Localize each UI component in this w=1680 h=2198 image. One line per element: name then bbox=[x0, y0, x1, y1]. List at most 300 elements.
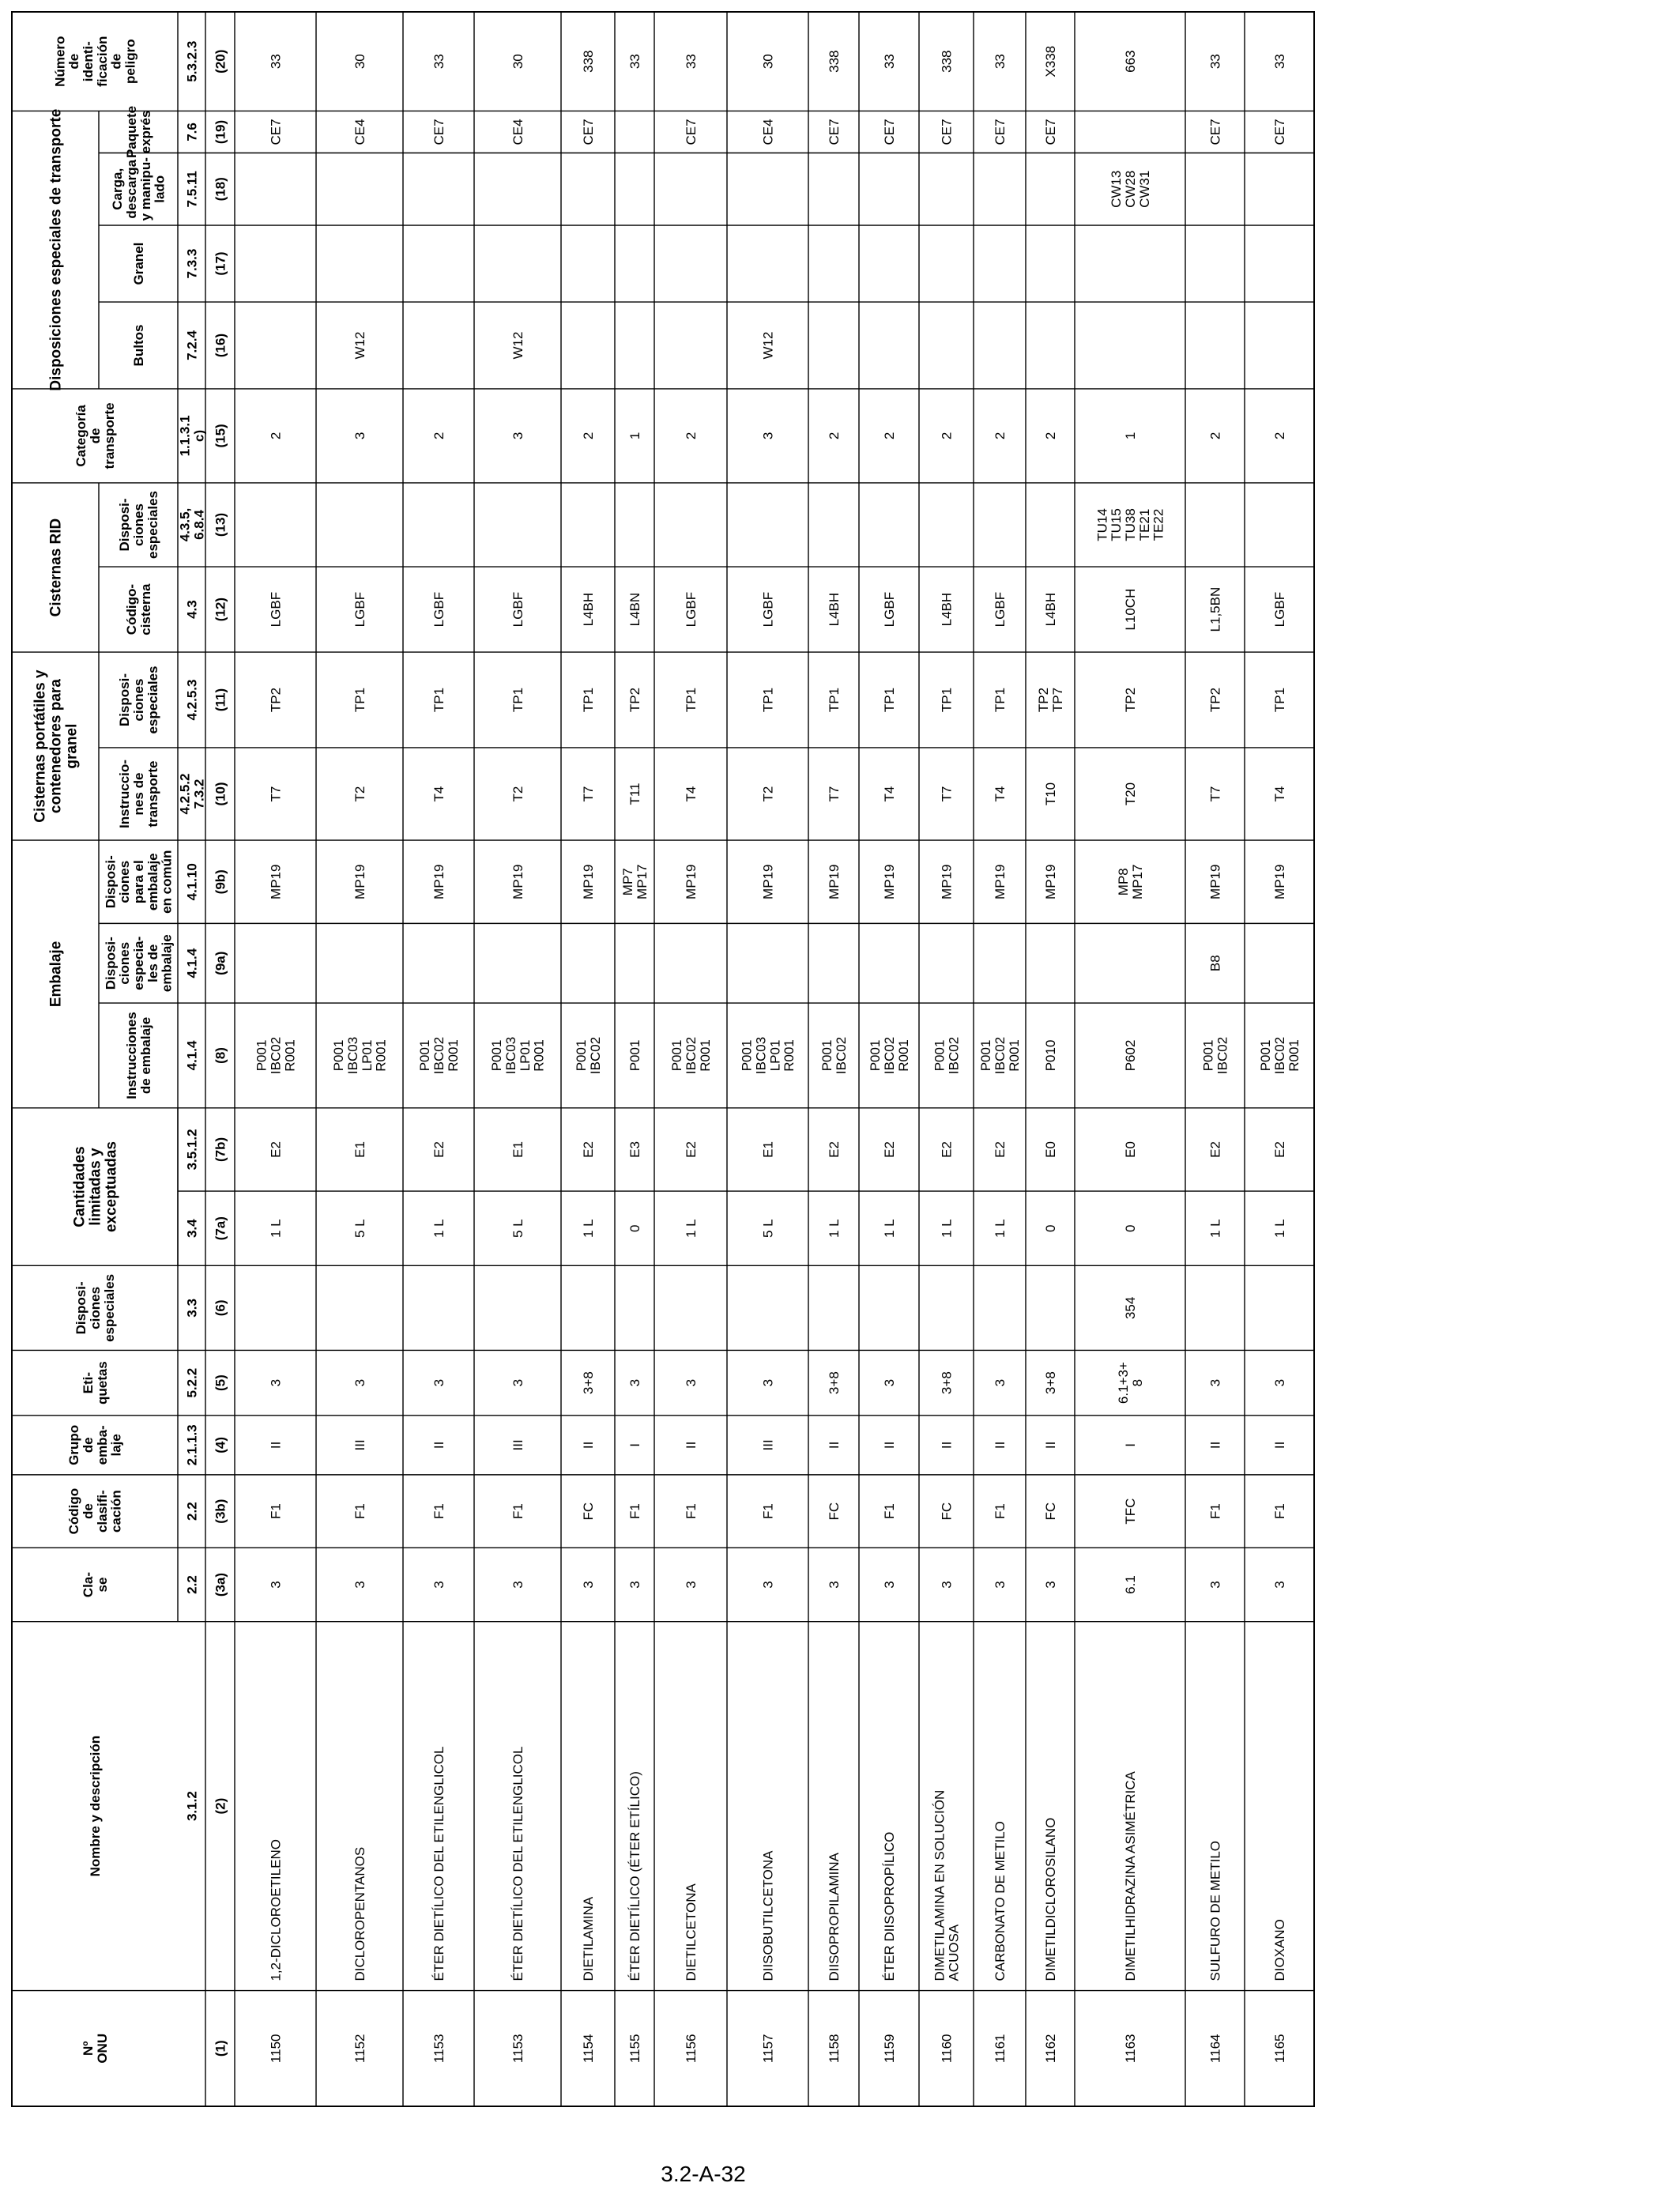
cell-lq: 5 L bbox=[760, 1219, 776, 1238]
cell-un: 1158 bbox=[826, 2034, 842, 2064]
cell-cls: 3 bbox=[352, 1581, 367, 1589]
cell-un: 1150 bbox=[268, 2034, 284, 2064]
cell-tp: TP2TP7 bbox=[1036, 687, 1065, 713]
cell-un: 1161 bbox=[992, 2034, 1008, 2064]
cell-mp: MP19 bbox=[1207, 864, 1223, 899]
substance-name: DIMETILHIDRAZINA ASIMÉTRICA bbox=[1122, 1771, 1138, 1981]
column-header: Númerodeidenti-ficacióndepeligro bbox=[52, 36, 138, 87]
cell-ti: T2 bbox=[352, 786, 367, 802]
group-header: Cantidadeslimitadas yexceptuadas bbox=[71, 1141, 120, 1233]
cell-lab: 3+8 bbox=[580, 1371, 596, 1395]
cell-lq: 1 L bbox=[683, 1219, 699, 1238]
cell-ti: T7 bbox=[939, 786, 955, 802]
column-number: (5) bbox=[213, 1374, 228, 1392]
cell-pi: P001IBC02 bbox=[932, 1036, 962, 1075]
cell-mp: MP7MP17 bbox=[620, 864, 650, 899]
cell-cls: 3 bbox=[1271, 1581, 1287, 1589]
column-header: Disposi-cionesespeciales bbox=[73, 1273, 117, 1342]
cell-pe: CE7 bbox=[826, 119, 842, 145]
cell-lab: 3 bbox=[683, 1378, 699, 1387]
cell-tc: L1,5BN bbox=[1207, 586, 1223, 632]
cell-cls: 3 bbox=[627, 1581, 642, 1589]
cell-tc: L4BH bbox=[939, 592, 955, 627]
cell-code: FC bbox=[939, 1502, 955, 1521]
cell-mp: MP8MP17 bbox=[1116, 864, 1145, 899]
cell-ti: T2 bbox=[760, 786, 776, 802]
cell-mp: MP19 bbox=[939, 864, 955, 899]
cell-mp: MP19 bbox=[431, 864, 446, 899]
cell-un: 1155 bbox=[627, 2034, 642, 2064]
cell-mp: MP19 bbox=[1271, 864, 1287, 899]
cell-tc: LGBF bbox=[431, 591, 446, 628]
cell-pg: II bbox=[992, 1441, 1008, 1450]
cell-lab: 3 bbox=[992, 1378, 1008, 1387]
cell-cat: 2 bbox=[826, 432, 842, 440]
cell-ti: T4 bbox=[431, 786, 446, 802]
column-ref: 7.3.3 bbox=[184, 248, 200, 279]
cell-pi: P602 bbox=[1122, 1039, 1138, 1072]
cell-un: 1157 bbox=[760, 2034, 776, 2064]
cell-cls: 6.1 bbox=[1122, 1575, 1138, 1594]
cell-pi: P001IBC02R001 bbox=[669, 1036, 713, 1075]
page-number: 3.2-A-32 bbox=[661, 2162, 746, 2186]
cell-lq: 1 L bbox=[881, 1219, 897, 1238]
cell-hin: X338 bbox=[1042, 45, 1058, 77]
cell-ti: T11 bbox=[627, 782, 642, 805]
cell-ti: T2 bbox=[510, 786, 525, 802]
cell-lq: 1 L bbox=[431, 1219, 446, 1238]
cell-un: 1156 bbox=[683, 2034, 699, 2064]
cell-eq: E2 bbox=[826, 1141, 842, 1158]
cell-code: F1 bbox=[268, 1503, 284, 1520]
column-header: Códigodeclasifi-cación bbox=[66, 1487, 124, 1535]
cell-lq: 0 bbox=[1122, 1224, 1138, 1232]
group-header: Embalaje bbox=[47, 941, 65, 1008]
cell-eq: E0 bbox=[1042, 1141, 1058, 1158]
column-number: (19) bbox=[213, 119, 228, 145]
cell-cat: 2 bbox=[939, 432, 955, 440]
cell-pe: CE7 bbox=[431, 119, 446, 145]
cell-pe: CE7 bbox=[1042, 119, 1058, 145]
cell-hin: 663 bbox=[1122, 50, 1138, 73]
column-header: Disposi-cionespara elembalajeen común bbox=[103, 850, 175, 914]
column-ref: 4.2.5.3 bbox=[184, 679, 200, 721]
column-ref: 5.2.2 bbox=[184, 1367, 200, 1398]
cell-pi: P001IBC02R001 bbox=[254, 1036, 298, 1075]
cell-cls: 3 bbox=[881, 1581, 897, 1589]
cell-pe: CE7 bbox=[881, 119, 897, 145]
cell-lab: 3 bbox=[627, 1378, 642, 1387]
column-number: (7a) bbox=[213, 1216, 228, 1241]
column-ref: 3.5.1.2 bbox=[184, 1129, 200, 1171]
column-number: (16) bbox=[213, 333, 228, 358]
column-ref: 4.1.10 bbox=[184, 863, 200, 901]
cell-code: F1 bbox=[1271, 1503, 1287, 1520]
cell-cls: 3 bbox=[1042, 1581, 1058, 1589]
cell-lab: 3+8 bbox=[826, 1371, 842, 1395]
column-ref: 4.3.5,6.8.4 bbox=[177, 507, 207, 542]
cell-ti: T7 bbox=[826, 786, 842, 802]
cell-lab: 6.1+3+8 bbox=[1116, 1362, 1145, 1404]
cell-eq: E2 bbox=[1207, 1141, 1223, 1158]
cell-lab: 3 bbox=[881, 1378, 897, 1387]
substance-name: CARBONATO DE METILO bbox=[992, 1821, 1008, 1981]
cell-ti: T7 bbox=[1207, 786, 1223, 802]
column-header: Cla-se bbox=[81, 1571, 110, 1598]
cell-tp: TP1 bbox=[580, 687, 596, 713]
cell-code: F1 bbox=[510, 1503, 525, 1520]
cell-tc: L4BH bbox=[826, 592, 842, 627]
column-ref: 4.1.4 bbox=[184, 948, 200, 978]
cell-cls: 3 bbox=[510, 1581, 525, 1589]
cell-tp: TP2 bbox=[1207, 687, 1223, 713]
cell-pg: II bbox=[1207, 1441, 1223, 1450]
cell-cls: 3 bbox=[268, 1581, 284, 1589]
cell-tc: L4BH bbox=[1042, 592, 1058, 627]
cell-pg: II bbox=[268, 1441, 284, 1450]
cell-hin: 33 bbox=[881, 54, 897, 70]
cell-cat: 2 bbox=[881, 432, 897, 440]
cell-tp: TP1 bbox=[352, 687, 367, 713]
column-header: Disposi-cionesespecia-les deembalaje bbox=[103, 934, 175, 993]
cell-mp: MP19 bbox=[826, 864, 842, 899]
cell-tsp: TU14TU15TU38TE21TE22 bbox=[1094, 508, 1166, 541]
cell-code: F1 bbox=[352, 1503, 367, 1520]
cell-cat: 1 bbox=[1122, 432, 1138, 440]
cell-mp: MP19 bbox=[683, 864, 699, 899]
cell-pi: P001IBC02 bbox=[574, 1036, 603, 1075]
cell-hin: 33 bbox=[268, 54, 284, 70]
cell-un: 1154 bbox=[580, 2034, 596, 2064]
cell-pi: P001 bbox=[627, 1039, 642, 1072]
cell-code: FC bbox=[580, 1502, 596, 1521]
cell-tp: TP1 bbox=[760, 687, 776, 713]
cell-eq: E0 bbox=[1122, 1141, 1138, 1158]
column-number: (20) bbox=[213, 49, 228, 74]
column-number: (1) bbox=[213, 2040, 228, 2057]
cell-code: F1 bbox=[431, 1503, 446, 1520]
cell-ti: T10 bbox=[1042, 782, 1058, 806]
cell-hin: 338 bbox=[580, 50, 596, 73]
cell-cat: 2 bbox=[683, 432, 699, 440]
cell-pe: CE7 bbox=[683, 119, 699, 145]
column-number: (13) bbox=[213, 512, 228, 537]
cell-cat: 1 bbox=[627, 432, 642, 440]
cell-hin: 30 bbox=[352, 54, 367, 70]
cell-eq: E2 bbox=[431, 1141, 446, 1158]
cell-lq: 0 bbox=[1042, 1224, 1058, 1232]
cell-tc: L4BH bbox=[580, 592, 596, 627]
cell-cls: 3 bbox=[826, 1581, 842, 1589]
column-ref: 7.2.4 bbox=[184, 330, 200, 360]
column-header: Granel bbox=[130, 242, 146, 285]
cell-code: F1 bbox=[627, 1503, 642, 1520]
cell-cat: 3 bbox=[352, 432, 367, 440]
column-number: (17) bbox=[213, 251, 228, 276]
cell-eq: E1 bbox=[352, 1141, 367, 1158]
cell-mp: MP19 bbox=[352, 864, 367, 899]
cell-mp: MP19 bbox=[580, 864, 596, 899]
cell-bul: W12 bbox=[352, 331, 367, 360]
cell-tc: LGBF bbox=[881, 591, 897, 628]
column-header: Nombre y descripción bbox=[87, 1735, 103, 1877]
substance-name: ÉTER DIETÍLICO DEL ETILENGLICOL bbox=[510, 1746, 525, 1981]
cell-pe: CE7 bbox=[1271, 119, 1287, 145]
cell-tc: LGBF bbox=[683, 591, 699, 628]
cell-eq: E2 bbox=[881, 1141, 897, 1158]
cell-cat: 2 bbox=[580, 432, 596, 440]
cell-pi: P001IBC02R001 bbox=[1258, 1036, 1301, 1075]
cell-bul: W12 bbox=[760, 331, 776, 360]
cell-un: 1153 bbox=[510, 2034, 525, 2064]
cell-pg: I bbox=[1122, 1442, 1138, 1447]
cell-pe: CE4 bbox=[352, 119, 367, 145]
cell-lq: 1 L bbox=[992, 1219, 1008, 1238]
cell-tc: L4BN bbox=[627, 592, 642, 627]
column-ref: 5.3.2.3 bbox=[184, 40, 200, 82]
cell-pg: III bbox=[510, 1439, 525, 1451]
cell-tc: LGBF bbox=[992, 591, 1008, 628]
cell-code: F1 bbox=[992, 1503, 1008, 1520]
cell-ti: T20 bbox=[1122, 782, 1138, 806]
cell-un: 1163 bbox=[1122, 2034, 1138, 2064]
cell-un: 1152 bbox=[352, 2034, 367, 2064]
column-ref: 3.1.2 bbox=[184, 1791, 200, 1822]
column-number: (2) bbox=[213, 1797, 228, 1815]
cell-pi: P001IBC02R001 bbox=[417, 1036, 461, 1075]
cell-code: F1 bbox=[1207, 1503, 1223, 1520]
cell-code: F1 bbox=[683, 1503, 699, 1520]
cell-tp: TP1 bbox=[683, 687, 699, 713]
cell-tp: TP2 bbox=[627, 687, 642, 713]
cell-pg: II bbox=[1042, 1441, 1058, 1450]
cell-pg: II bbox=[1271, 1441, 1287, 1450]
cell-pg: II bbox=[881, 1441, 897, 1450]
cell-mp: MP19 bbox=[268, 864, 284, 899]
substance-name: DIOXANO bbox=[1271, 1919, 1287, 1981]
cell-eq: E2 bbox=[939, 1141, 955, 1158]
cell-car: CW13CW28CW31 bbox=[1109, 170, 1152, 208]
cell-eq: E1 bbox=[510, 1141, 525, 1158]
substance-name: DICLOROPENTANOS bbox=[352, 1846, 367, 1981]
substance-name: SULFURO DE METILO bbox=[1207, 1840, 1223, 1981]
substance-name: 1,2-DICLOROETILENO bbox=[268, 1839, 284, 1981]
cell-pi: P001IBC03LP01R001 bbox=[331, 1036, 389, 1075]
cell-lab: 3 bbox=[1271, 1378, 1287, 1387]
cell-pg: II bbox=[683, 1441, 699, 1450]
cell-eq: E2 bbox=[580, 1141, 596, 1158]
substance-name: DIETILAMINA bbox=[580, 1896, 596, 1981]
cell-pg: III bbox=[352, 1439, 367, 1451]
column-ref: 7.6 bbox=[184, 123, 200, 141]
cell-lq: 0 bbox=[627, 1224, 642, 1232]
cell-hin: 33 bbox=[431, 54, 446, 70]
cell-ti: T4 bbox=[992, 786, 1008, 802]
substance-name: DIISOBUTILCETONA bbox=[760, 1850, 776, 1981]
cell-eq: E2 bbox=[992, 1141, 1008, 1158]
cell-tp: TP1 bbox=[881, 687, 897, 713]
cell-eq: E2 bbox=[268, 1141, 284, 1158]
cell-mp: MP19 bbox=[760, 864, 776, 899]
column-number: (3b) bbox=[213, 1499, 228, 1524]
cell-mp: MP19 bbox=[510, 864, 525, 899]
column-ref: 7.5.11 bbox=[184, 171, 200, 208]
cell-tp: TP1 bbox=[939, 687, 955, 713]
cell-tc: LGBF bbox=[268, 591, 284, 628]
substance-name: DIMETILAMINA EN SOLUCIÓNACUOSA bbox=[932, 1789, 962, 1981]
cell-code: FC bbox=[1042, 1502, 1058, 1521]
substance-name: DIISOPROPILAMINA bbox=[826, 1853, 842, 1981]
column-number: (9a) bbox=[213, 951, 228, 975]
cell-hin: 30 bbox=[510, 54, 525, 70]
cell-lq: 1 L bbox=[826, 1219, 842, 1238]
group-header: Cisternas RID bbox=[47, 518, 65, 617]
column-header: Categoríadetransporte bbox=[73, 402, 117, 469]
column-ref: 3.4 bbox=[184, 1219, 200, 1238]
column-ref: 2.2 bbox=[184, 1502, 200, 1521]
column-number: (3a) bbox=[213, 1572, 228, 1597]
column-ref: 3.3 bbox=[184, 1299, 200, 1318]
cell-lq: 1 L bbox=[268, 1219, 284, 1238]
cell-lq: 5 L bbox=[352, 1219, 367, 1238]
column-header: Bultos bbox=[130, 324, 146, 367]
cell-un: 1164 bbox=[1207, 2034, 1223, 2064]
cell-tp: TP1 bbox=[431, 687, 446, 713]
substance-name: ÉTER DIISOPROPÍLICO bbox=[881, 1831, 897, 1981]
cell-lab: 3 bbox=[268, 1378, 284, 1387]
cell-pe: CE7 bbox=[580, 119, 596, 145]
cell-lab: 3 bbox=[352, 1378, 367, 1387]
cell-ti: T7 bbox=[268, 786, 284, 802]
cell-lab: 3+8 bbox=[939, 1371, 955, 1395]
cell-lab: 3 bbox=[1207, 1378, 1223, 1387]
cell-cat: 2 bbox=[992, 432, 1008, 440]
column-header: Disposi-cionesespeciales bbox=[117, 490, 160, 560]
cell-un: 1165 bbox=[1271, 2034, 1287, 2064]
cell-cat: 3 bbox=[510, 432, 525, 440]
cell-eq: E2 bbox=[1271, 1141, 1287, 1158]
cell-lq: 1 L bbox=[580, 1219, 596, 1238]
column-number: (12) bbox=[213, 597, 228, 622]
cell-cls: 3 bbox=[580, 1581, 596, 1589]
cell-pi: P010 bbox=[1042, 1039, 1058, 1072]
cell-lab: 3+8 bbox=[1042, 1371, 1058, 1395]
column-number: (9b) bbox=[213, 869, 228, 895]
cell-cls: 3 bbox=[431, 1581, 446, 1589]
cell-lab: 3 bbox=[760, 1378, 776, 1387]
cell-eq: E1 bbox=[760, 1141, 776, 1158]
cell-lq: 5 L bbox=[510, 1219, 525, 1238]
cell-eq: E3 bbox=[627, 1141, 642, 1158]
cell-pi: P001IBC03LP01R001 bbox=[739, 1036, 797, 1075]
cell-tc: L10CH bbox=[1122, 588, 1138, 631]
cell-tc: LGBF bbox=[760, 591, 776, 628]
column-number: (6) bbox=[213, 1299, 228, 1317]
cell-cls: 3 bbox=[1207, 1581, 1223, 1589]
cell-tp: TP2 bbox=[268, 687, 284, 713]
cell-cat: 2 bbox=[431, 432, 446, 440]
column-ref: 4.2.5.27.3.2 bbox=[177, 773, 207, 815]
cell-code: F1 bbox=[760, 1503, 776, 1520]
cell-cat: 2 bbox=[1271, 432, 1287, 440]
cell-tc: LGBF bbox=[1271, 591, 1287, 628]
cell-lab: 3 bbox=[510, 1378, 525, 1387]
column-header: Eti-quetas bbox=[81, 1361, 110, 1405]
substance-name: ÉTER DIETÍLICO DEL ETILENGLICOL bbox=[431, 1746, 446, 1981]
cell-lab: 3 bbox=[431, 1378, 446, 1387]
table-border bbox=[12, 12, 1314, 2106]
cell-cls: 3 bbox=[760, 1581, 776, 1589]
cell-mp: MP19 bbox=[881, 864, 897, 899]
cell-pg: II bbox=[826, 1441, 842, 1450]
cell-mp: MP19 bbox=[992, 864, 1008, 899]
cell-pi: P001IBC03LP01R001 bbox=[489, 1036, 547, 1075]
column-ref: 4.1.4 bbox=[184, 1040, 200, 1071]
cell-tp: TP1 bbox=[1271, 687, 1287, 713]
cell-un: 1153 bbox=[431, 2034, 446, 2064]
substance-name: DIMETILDICLOROSILANO bbox=[1042, 1817, 1058, 1981]
column-ref: 2.2 bbox=[184, 1575, 200, 1594]
cell-tp: TP1 bbox=[992, 687, 1008, 713]
cell-pi: P001IBC02 bbox=[1200, 1036, 1230, 1075]
cell-ti: T4 bbox=[683, 786, 699, 802]
cell-hin: 30 bbox=[760, 54, 776, 70]
cell-cat: 2 bbox=[268, 432, 284, 440]
cell-pg: II bbox=[939, 1441, 955, 1450]
cell-lq: 1 L bbox=[939, 1219, 955, 1238]
column-header: Carga,descargay manipu-lado bbox=[110, 157, 168, 221]
column-number: (18) bbox=[213, 177, 228, 202]
cell-hin: 338 bbox=[826, 50, 842, 73]
cell-cat: 2 bbox=[1042, 432, 1058, 440]
cell-cat: 3 bbox=[760, 432, 776, 440]
cell-tc: LGBF bbox=[510, 591, 525, 628]
cell-cat: 2 bbox=[1207, 432, 1223, 440]
cell-pe: CE7 bbox=[1207, 119, 1223, 145]
cell-hin: 33 bbox=[992, 54, 1008, 70]
cell-pg: II bbox=[431, 1441, 446, 1450]
cell-cls: 3 bbox=[992, 1581, 1008, 1589]
cell-cls: 3 bbox=[939, 1581, 955, 1589]
cell-pi: P001IBC02R001 bbox=[978, 1036, 1022, 1075]
cell-hin: 33 bbox=[1271, 54, 1287, 70]
column-ref: 2.1.1.3 bbox=[184, 1424, 200, 1466]
column-ref: 1.1.3.1c) bbox=[177, 415, 207, 457]
cell-spp: B8 bbox=[1207, 955, 1223, 972]
cell-pe: CE4 bbox=[760, 119, 776, 145]
column-header: Instruccionesde embalaje bbox=[124, 1012, 153, 1099]
column-header: Código-cisterna bbox=[124, 583, 153, 635]
cell-code: F1 bbox=[881, 1503, 897, 1520]
cell-ti: T4 bbox=[1271, 786, 1287, 802]
cell-pg: I bbox=[627, 1442, 642, 1447]
cell-mp: MP19 bbox=[1042, 864, 1058, 899]
column-number: (11) bbox=[213, 688, 228, 712]
cell-hin: 338 bbox=[939, 50, 955, 73]
cell-un: 1160 bbox=[939, 2034, 955, 2064]
cell-hin: 33 bbox=[627, 54, 642, 70]
cell-pg: III bbox=[760, 1439, 776, 1451]
column-header: Paqueteexprés bbox=[124, 105, 153, 159]
column-number: (7b) bbox=[213, 1137, 228, 1163]
column-number: (15) bbox=[213, 424, 228, 448]
cell-code: FC bbox=[826, 1502, 842, 1521]
column-number: (10) bbox=[213, 782, 228, 806]
cell-ti: T7 bbox=[580, 786, 596, 802]
cell-cls: 3 bbox=[683, 1581, 699, 1589]
substance-name: ÉTER DIETÍLICO (ÉTER ETÍLICO) bbox=[627, 1771, 642, 1981]
column-header: Instruccio-nes detransporte bbox=[117, 760, 160, 828]
